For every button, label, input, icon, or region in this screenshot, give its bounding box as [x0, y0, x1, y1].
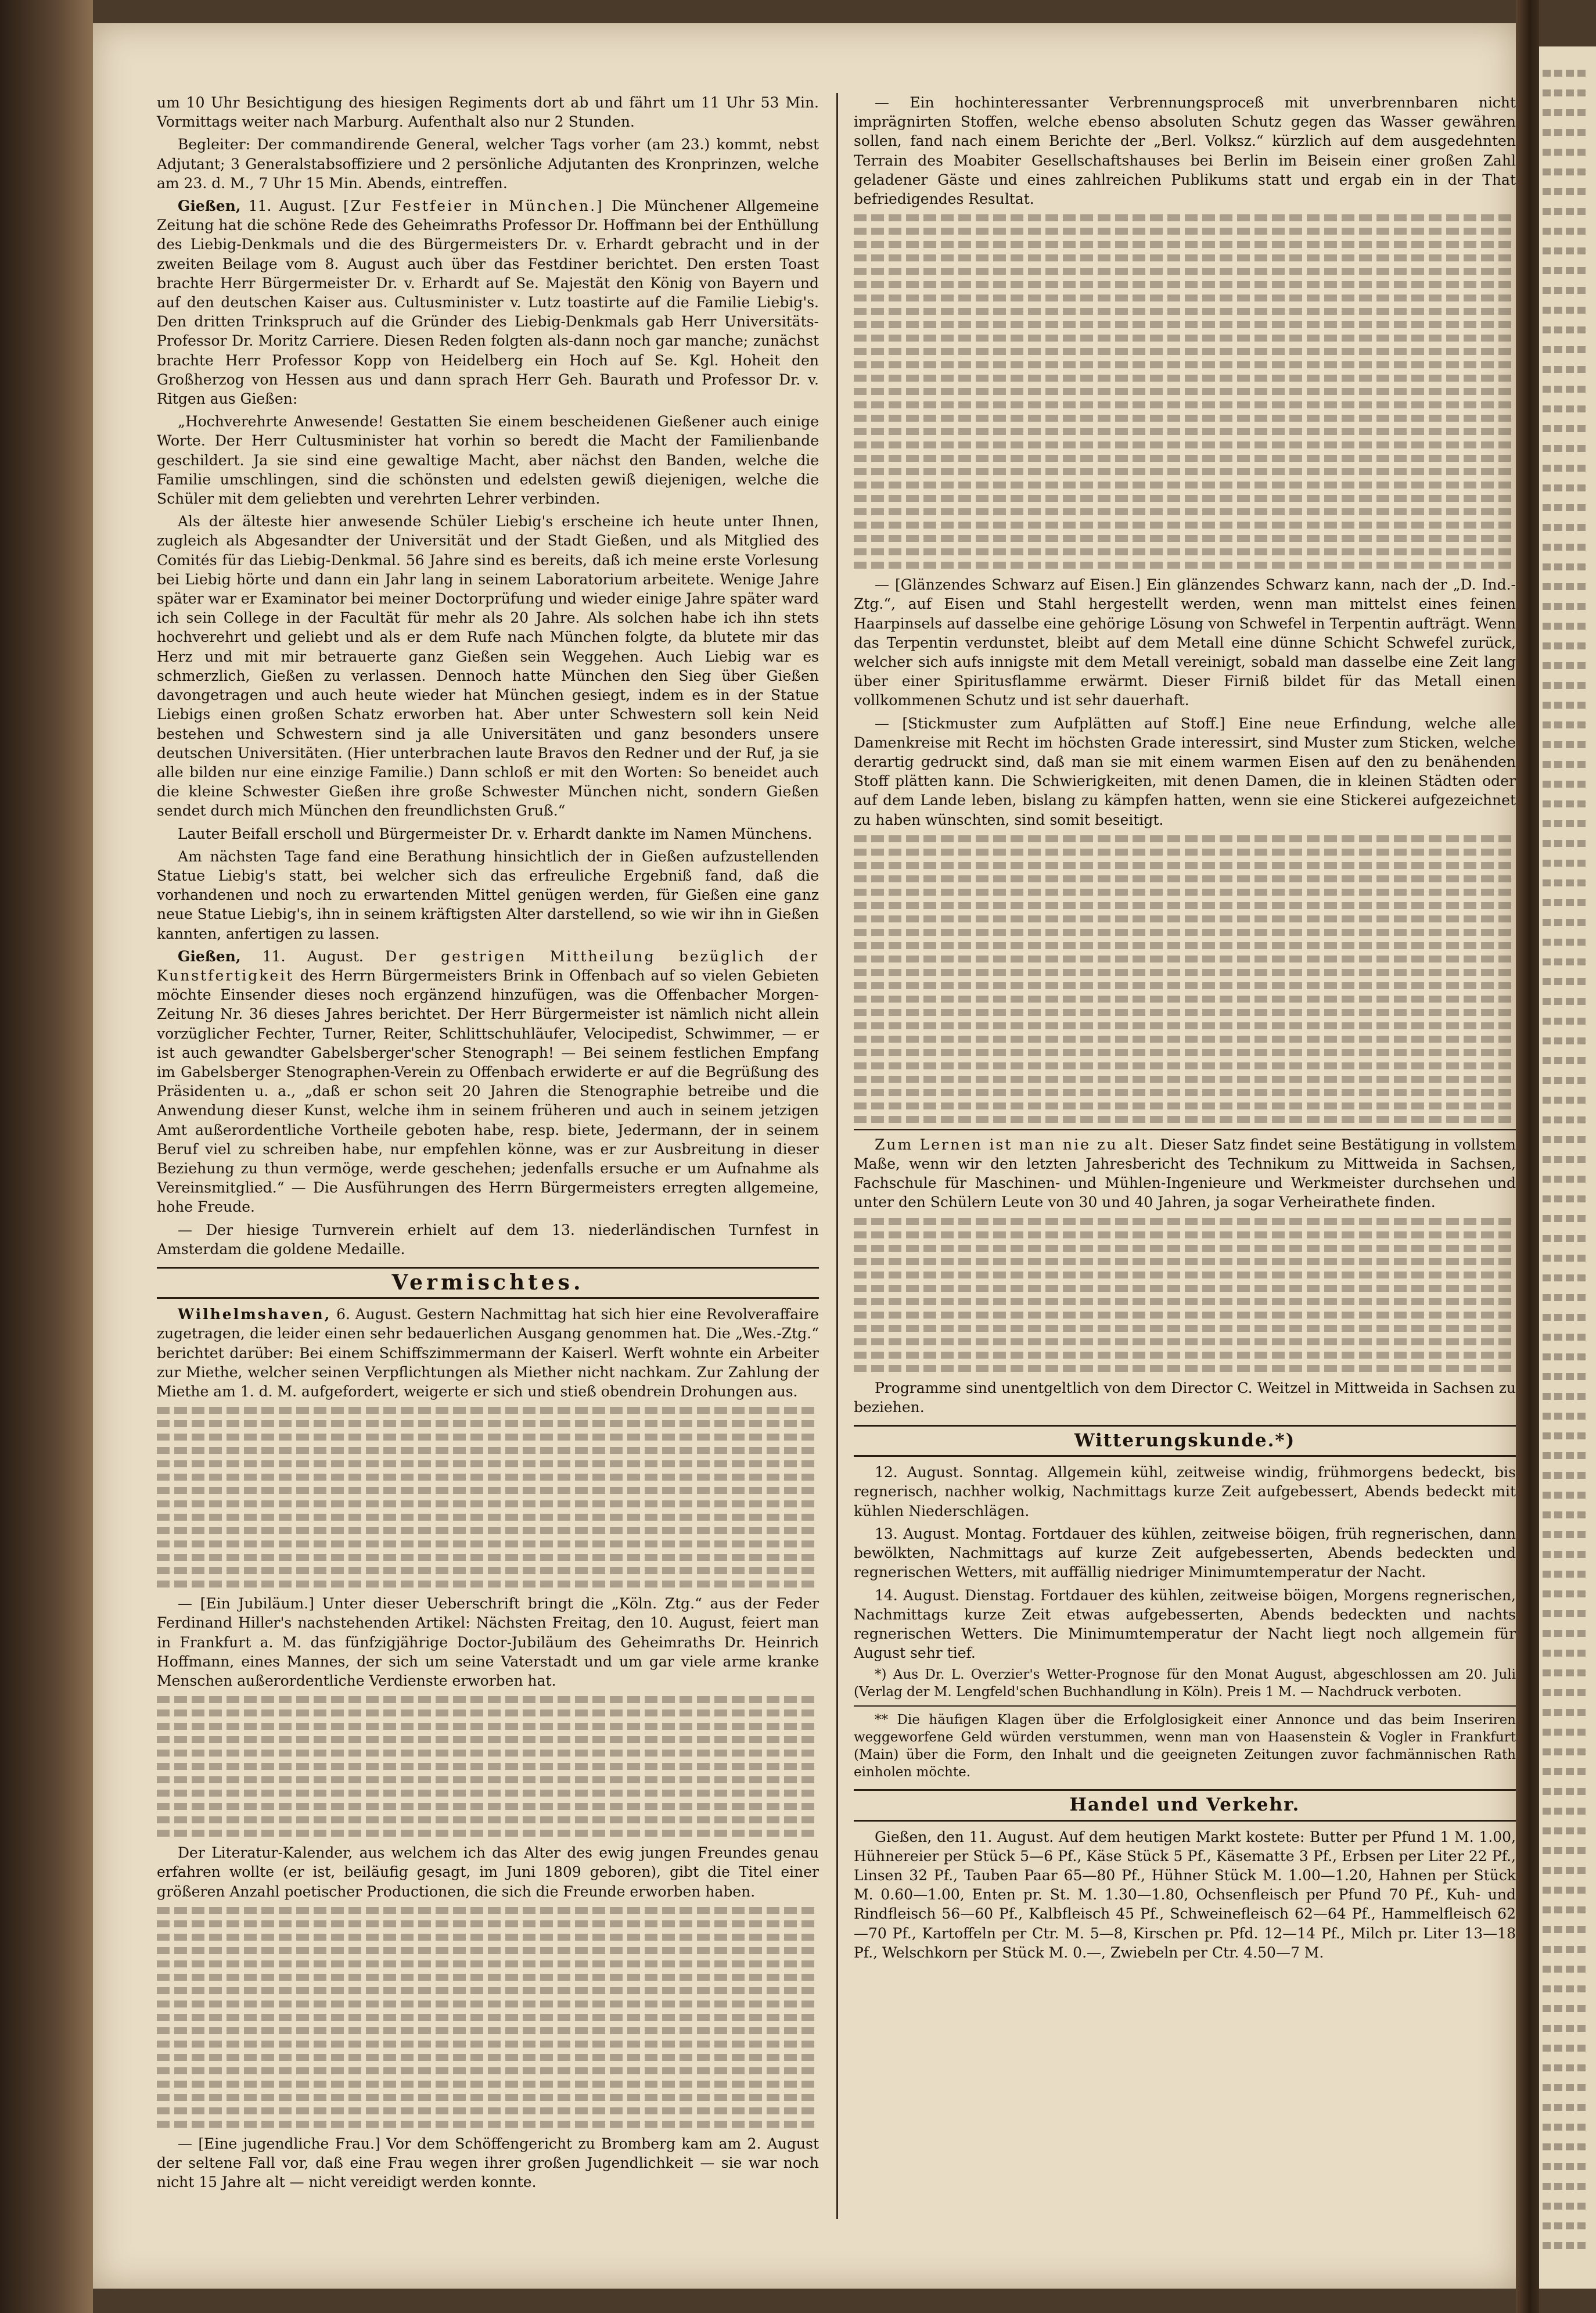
- adjacent-page-text-fragment: [1543, 1373, 1589, 1380]
- adjacent-page-text-fragment: [1543, 2222, 1589, 2229]
- adjacent-page-text-fragment: [1543, 188, 1589, 195]
- adjacent-page-text-fragment: [1543, 1413, 1589, 1420]
- weather-entry: 14. August. Dienstag. Fortdauer des kühlen, zeitweise böigen, Morgens regnerischen, Nachmittags kurze Zeit etwas aufgebesserten, Abends bedeckten und nachts regnerischen Wetters. Die Minimumtemperatur der Nacht liegt noch allgemein für August sehr tief.: [854, 1586, 1516, 1662]
- adjacent-page-text-fragment: [1543, 939, 1589, 946]
- adjacent-page-text-fragment: [1543, 129, 1589, 136]
- adjacent-page-text-fragment: [1543, 563, 1589, 570]
- adjacent-page-text-fragment: [1543, 1353, 1589, 1360]
- adjacent-page-text-fragment: [1543, 1057, 1589, 1064]
- article-body: des Herrn Bürgermeisters Brink in Offenbach auf so vielen Gebieten möchte Einsender dieses noch ergänzend hinzufügen, was die Offenbacher Morgen-Zeitung Nr. 36 dieses Jahres berichtet. Der Herr Bürgermeister ist nämlich nicht allein vorzüglicher Fechter, Turner, Reiter, Schlittschuhläufer, Velocipedist, Schwimmer, — er ist auch gewandter Gabelsberger'scher Stenograph! — Bei seinem festlichen Empfang im Gabelsberger Stenographen-Verein zu Offenbach erwiderte er auf die Begrüßung des Präsidenten u. a., „daß er schon seit 20 Jahren die Stenographie betreibe und die Anwendung dieser Kunst, welche ihm in seinem früheren und auch in seinem jetzigen Amt außerordentliche Vortheile geboten habe, resp. biete, Jedermann, der in seinem Beruf viel zu schreiben habe, nur empfehlen könne, was er zur Ausbreitung in dieser Beziehung zu thun vermöge, werde geschehen; jedenfalls ersuche er um Aufnahme als Vereinsmitglied.“ — Die Ausführungen des Herrn Bürgermeisters erregten allgemeine, hohe Freude.: [157, 967, 819, 1216]
- adjacent-page-text-fragment: [1543, 1985, 1589, 1992]
- adjacent-page-text-fragment: [1543, 1887, 1589, 1894]
- adjacent-page-text-fragment: [1543, 2084, 1589, 2091]
- footnote: ** Die häufigen Klagen über die Erfolglosigkeit einer Annonce und das beim Inseriren weggeworfene Geld würden verstummen, wenn man von Haasenstein & Vogler in Frankfurt (Main) über die Form, den Inhalt und die geeigneten Zeitungen zuvor fachmännischen Rath einholen möchte.: [854, 1712, 1516, 1780]
- adjacent-page-text-fragment: [1543, 899, 1589, 906]
- adjacent-page-text-fragment: [1543, 1255, 1589, 1262]
- adjacent-page-text-fragment: [1543, 1274, 1589, 1281]
- adjacent-page-text-fragment: [1543, 761, 1589, 768]
- adjacent-page-text-fragment: [1543, 425, 1589, 432]
- adjacent-page-text-fragment: [1543, 1630, 1589, 1637]
- adjacent-page-text-fragment: [1543, 1650, 1589, 1657]
- article-text: Der Literatur-Kalender, aus welchem ich das Alter des ewig jungen Freundes genau erfahren wollte (er ist, beiläufig gesagt, im Juni 1809 geboren), gibt die Titel einer größeren Anzahl poetischer Productionen, die sich die Freunde erworben haben.: [157, 1844, 819, 1900]
- adjacent-page-text-fragment: [1543, 2124, 1589, 2131]
- article-text: Lauter Beifall erscholl und Bürgermeister Dr. v. Erhardt dankte im Namen Münchens.: [178, 825, 813, 842]
- adjacent-page-text-fragment: [1543, 1452, 1589, 1459]
- article-body: Eine neue Erfindung, welche alle Damenkreise mit Recht im höchsten Grade interessirt, sind Muster zum Sticken, welche derartig gedruckt sind, daß man sie mit einem warmen Eisen auf den zu benähenden Stoff plätten kann. Die Schwierigkeiten, mit denen Damen, die in kleinen Städten oder auf dem Lande leben, bislang zu kämpfen hatten, wenn sie eine Stickerei aufgezeichnet zu haben wünschten, sind somit beseitigt.: [854, 714, 1516, 828]
- adjacent-page-text-fragment: [1543, 919, 1589, 926]
- article-wilhelmshaven: [157, 1305, 819, 1401]
- article-text: — Ein hochinteressanter Verbrennungsproceß mit unverbrennbaren nicht imprägnirten Stoffen, welche ebenso absoluten Schutz gegen das Wasser gewähren sollen, fand nach einem Berichte der „Berl. Volksz.“ kürzlich auf dem ausgedehnten Terrain des Moabiter Gesellschaftshauses bei Berlin im Beisein einer großen Zahl geladener Gäste und eines zahlreichen Publikums statt und ergab ein in der That befriedigendes Resultat.: [854, 94, 1516, 208]
- article-body: Vor dem Schöffengericht zu Bromberg kam am 2. August der seltene Fall vor, daß eine Frau wegen ihrer großen Jugendlichkeit — sie war noch nicht 15 Jahre alt — nicht vereidigt werden konnte.: [157, 2135, 819, 2191]
- book-gutter: [1516, 0, 1539, 2313]
- adjacent-page-text-fragment: [1543, 1156, 1589, 1163]
- adjacent-page-text-fragment: [1543, 405, 1589, 412]
- adjacent-page-text-fragment: [1543, 2104, 1589, 2111]
- dateline-date: 11. August.: [248, 197, 336, 215]
- book-edge-left: [0, 0, 93, 2313]
- adjacent-page-text-fragment: [1543, 287, 1589, 294]
- adjacent-page-text-fragment: [1543, 682, 1589, 689]
- article-text: um 10 Uhr Besichtigung des hiesigen Regiments dort ab und fährt um 11 Uhr 53 Min. Vormittags weiter nach Marburg. Aufenthalt also nur 2 Stunden.: [157, 94, 819, 131]
- adjacent-page-text-fragment: [1543, 1432, 1589, 1439]
- article-headline: Zum Lernen ist man nie zu alt.: [875, 1136, 1156, 1153]
- adjacent-page-text-fragment: [1543, 800, 1589, 807]
- adjacent-page-text-fragment: [1543, 2064, 1589, 2071]
- adjacent-page-text-fragment: [1543, 583, 1589, 590]
- section-heading-handel: Handel und Verkehr.: [854, 1789, 1516, 1821]
- adjacent-page-text-fragment: [1543, 1571, 1589, 1578]
- article-body: Die Münchener Allgemeine Zeitung hat die schöne Rede des Geheimraths Professor Dr. Hoffmann bei der Enthüllung des Liebig-Denkmals und die des Bürgermeisters Dr. v. Erhardt gebracht und in der zweiten Beilage vom 8. August auch über das Festdiner berichtet. Den ersten Toast brachte Herr Bürgermeister Dr. v. Erhardt auf Se. Majestät den König von Bayern und auf den deutschen Kaiser aus. Cultusminister v. Lutz toastirte auf die Familie Liebig's. Den dritten Trinkspruch auf die Gründer des Liebig-Denkmals gab Herr Universitäts-Professor Dr. Moritz Carriere. Diesen Reden folgten als-dann noch gar manche; zunächst brachte Herr Professor Kopp von Heidelberg ein Hoch auf Se. Kgl. Hoheit den Großherzog von Hessen aus und dann sprach Herr Geh. Baurath und Professor Dr. v. Ritgen aus Gießen:: [157, 197, 819, 408]
- article-text: „Hochverehrte Anwesende! Gestatten Sie einem bescheidenen Gießener auch einige Worte. Der Herr Cultusminister hat vorhin so beredt die Macht der Familienbande geschildert. Ja sie sind eine gewaltige Macht, aber nächst den Banden, welche die Familie umschlingen, sind die schönsten und edelsten gewiß diejenigen, welche die Schüler mit dem geliebten und verehrten Lehrer verbinden.: [157, 413, 819, 508]
- adjacent-page-text-fragment: [1543, 484, 1589, 491]
- adjacent-page-text-fragment: [1543, 109, 1589, 116]
- adjacent-page-text-fragment: [1543, 1590, 1589, 1597]
- adjacent-page-text-fragment: [1543, 1867, 1589, 1874]
- illegible-text-block: [157, 1907, 819, 2128]
- footnote: *) Aus Dr. L. Overzier's Wetter-Prognose für den Monat August, abgeschlossen am 20. Juli (Verlag der M. Lengfeld'schen Buchhandlung in Köln). Preis 1 M. — Nachdruck verboten.: [854, 1667, 1516, 1700]
- adjacent-page-text-fragment: [1543, 2025, 1589, 2032]
- adjacent-page-text-fragment: [1543, 1926, 1589, 1933]
- adjacent-page-text-fragment: [1543, 1748, 1589, 1755]
- adjacent-page-text-fragment: [1543, 1037, 1589, 1044]
- adjacent-page-text-fragment: [1543, 1116, 1589, 1123]
- adjacent-page-text-fragment: [1543, 168, 1589, 175]
- dateline-date: 11. August.: [262, 947, 364, 965]
- adjacent-page-text-fragment: [1543, 1176, 1589, 1183]
- adjacent-page-text-fragment: [1543, 1946, 1589, 1953]
- adjacent-page-text-fragment: [1543, 642, 1589, 649]
- divider-rule: [854, 1705, 1516, 1707]
- adjacent-page-text-fragment: [1543, 89, 1589, 96]
- adjacent-page-text-fragment: [1543, 1492, 1589, 1499]
- adjacent-page-text-fragment: [1543, 1669, 1589, 1676]
- adjacent-page-text-fragment: [1543, 1709, 1589, 1716]
- adjacent-page-text-fragment: [1543, 879, 1589, 886]
- adjacent-page-text-fragment: [1543, 1847, 1589, 1854]
- adjacent-page-text-fragment: [1543, 1551, 1589, 1558]
- adjacent-page-text-fragment: [1543, 1097, 1589, 1104]
- adjacent-page-text-fragment: [1543, 247, 1589, 254]
- adjacent-page-text-fragment: [1543, 623, 1589, 630]
- adjacent-page-text-fragment: [1543, 1610, 1589, 1617]
- adjacent-page-text-fragment: [1543, 1235, 1589, 1242]
- adjacent-page-text-fragment: [1543, 2005, 1589, 2012]
- adjacent-page-text-fragment: [1543, 1334, 1589, 1341]
- adjacent-page-text-fragment: [1543, 524, 1589, 531]
- adjacent-page-text-fragment: [1543, 1827, 1589, 1834]
- adjacent-page-text-fragment: [1543, 1393, 1589, 1400]
- adjacent-page-text-fragment: [1543, 504, 1589, 511]
- adjacent-page-text-fragment: [1543, 228, 1589, 235]
- illegible-text-block: [854, 835, 1516, 1123]
- article-text: Begleiter: Der commandirende General, welcher Tags vorher (am 23.) kommt, nebst Adjutant; 3 Generalstabsoffiziere und 2 persönliche Adjutanten des Kronprinzen, welche am 23. d. M., 7 Uhr 15 Min. Abends, eintreffen.: [157, 136, 819, 192]
- adjacent-page-text-fragment: [1543, 1136, 1589, 1143]
- article-jugendliche-frau: [157, 2134, 819, 2192]
- adjacent-page-text-fragment: [1543, 662, 1589, 669]
- adjacent-page-text-fragment: [1543, 860, 1589, 867]
- adjacent-page-text-fragment: [1543, 465, 1589, 472]
- divider-rule: [854, 1129, 1516, 1130]
- illegible-text-block: [157, 1696, 819, 1837]
- adjacent-page-text-fragment: [1543, 998, 1589, 1005]
- adjacent-page-text-fragment: [1543, 1215, 1589, 1222]
- adjacent-page-text-fragment: [1543, 1788, 1589, 1795]
- article-schwarz-auf-eisen: [854, 575, 1516, 710]
- article-body: Gestern Nachmittag hat sich hier eine Revolveraffaire zugetragen, die leider einen sehr bedauerlichen Ausgang genommen hat. Die „Wes.-Ztg.“ berichtet darüber: Bei einem Schiffszimmermann der Kaiserl. Werft wohnte ein Arbeiter zur Miethe, welcher seinen Verpflichtungen als Miether nicht nachkam. Zur Zahlung der Miethe am 1. d. M. aufgefordert, weigerte er sich und stieß obendrein Drohungen aus.: [157, 1306, 819, 1400]
- adjacent-page-text-fragment: [1543, 1018, 1589, 1025]
- adjacent-page-text-fragment: [1543, 2203, 1589, 2210]
- article-stickmuster: [854, 714, 1516, 829]
- article-body: Unter dieser Ueberschrift bringt die „Köln. Ztg.“ aus der Feder Ferdinand Hiller's nachstehenden Artikel: Nächsten Freitag, den 10. August, feiert man in Frankfurt a. M. das fünfzigjährige Doctor-Jubiläum des Geheimraths Dr. Heinrich Hoffmann, eines Mannes, der sich um seine Vaterstadt und um gar viele arme kranke Menschen außerordentliche Verdienste erworben hat.: [157, 1595, 819, 1690]
- adjacent-page-text-fragment: [1543, 2183, 1589, 2190]
- article-headline: Der gestrigen Mittheilung bezüglich der Kunstfertigkeit: [157, 947, 819, 984]
- adjacent-page-text-fragment: [1543, 2045, 1589, 2052]
- article-lernen: [854, 1135, 1516, 1212]
- article-headline: [Zur Festfeier in München.]: [343, 197, 604, 215]
- adjacent-page-text-fragment: [1543, 326, 1589, 333]
- dateline-place: Gießen,: [178, 197, 241, 215]
- adjacent-page-text-fragment: [1543, 1906, 1589, 1913]
- article-giessen-kunstfertigkeit: [157, 947, 819, 1217]
- adjacent-page-text-fragment: [1543, 1472, 1589, 1479]
- article-headline: — [Glänzendes Schwarz auf Eisen.]: [875, 576, 1141, 594]
- article-headline: — [Ein Jubiläum.]: [178, 1595, 314, 1612]
- right-column: [854, 93, 1516, 1966]
- adjacent-page-edge: [1539, 46, 1596, 2289]
- adjacent-page-text-fragment: [1543, 840, 1589, 847]
- adjacent-page-text-fragment: [1543, 2143, 1589, 2150]
- adjacent-page-text-fragment: [1543, 208, 1589, 215]
- dateline-date: 6. August.: [336, 1306, 412, 1323]
- adjacent-page-text-fragment: [1543, 781, 1589, 788]
- adjacent-page-text-fragment: [1543, 1531, 1589, 1538]
- adjacent-page-text-fragment: [1543, 702, 1589, 709]
- market-prices: Gießen, den 11. August. Auf dem heutigen Markt kostete: Butter per Pfund 1 M. 1.00, Hühnereier per Stück 5—6 Pf., Käse Stück 5 Pf., Käsematte 3 Pf., Erbsen per Liter 22 Pf., Linsen 32 Pf., Tauben Paar 65—80 Pf., Hühner Stück M. 1.00—1.20, Hahnen per Stück M. 0.60—1.00, Enten pr. St. M. 1.30—1.80, Ochsenfleisch per Pfund 70 Pf., Kuh- und Rindfleisch 56—60 Pf., Kalbfleisch 45 Pf., Schweinefleisch 62—64 Pf., Hammelfleisch 62—70 Pf., Kartoffeln per Ctr. M. 5—8, Kirschen pr. Pfd. 12—14 Pf., Milch pr. Liter 13—18 Pf., Welschkorn per Stück M. 0.—, Zwiebeln per Ctr. 4.50—7 M.: [854, 1828, 1516, 1961]
- adjacent-page-text-fragment: [1543, 149, 1589, 156]
- adjacent-page-text-fragment: [1543, 741, 1589, 748]
- weather-entry: 12. August. Sonntag. Allgemein kühl, zeitweise windig, frühmorgens bedeckt, bis regnerisch, nachher wolkig, Nachmittags kurze Zeit aufgebessert, Abends bedeckt mit kühlen Niederschlägen.: [854, 1464, 1516, 1520]
- adjacent-page-text-fragment: [1543, 70, 1589, 77]
- adjacent-page-text-fragment: [1543, 1077, 1589, 1084]
- article-text: — Der hiesige Turnverein erhielt auf dem 13. niederländischen Turnfest in Amsterdam die goldene Medaille.: [157, 1221, 819, 1258]
- dateline-place: Wilhelmshaven,: [178, 1306, 332, 1323]
- adjacent-page-text-fragment: [1543, 1195, 1589, 1202]
- article-text: Als der älteste hier anwesende Schüler Liebig's erscheine ich heute unter Ihnen, zugleich als Abgesandter der Universität und der Stadt Gießen, und als Mitglied des Comités für das Liebig-Denkmal. 56 Jahre sind es bereits, daß ich meine erste Vorlesung bei Liebig hörte und dann ein Jahr lang in seinem Laboratorium arbeitete. Wenige Jahre später war er Examinator bei meiner Doctorprüfung und wieder einige Jahre später ward ich sein College in der Facultät für mehr als 20 Jahre. Als solchen habe ich ihn stets hochverehrt und geliebt und als er dem Rufe nach München folgte, da blutete mir das Herz und mit mir betrauerte ganz Gießen sein Weggehen. Auch Liebig war es schmerzlich, Gießen zu verlassen. Dennoch hatte München den Sieg über Gießen davongetragen und auch heute wieder hat München gesiegt, indem es in der Statue Liebigs einen großen Schatz erworben hat. Aber unter Schwestern soll kein Neid bestehen und Schwestern sind ja alle Universitäten und ganz besonders unsere deutschen Universitäten. (Hier unterbrachen laute Bravos den Redner und der Ruf, ja sie alle bilden nur eine einzige Familie.) Dann schloß er mit den Worten: So beneidet auch die kleine Schwester Gießen ihre große Schwester München nicht, sondern Gießen sendet durch mich München den freundlichsten Gruß.“: [157, 513, 819, 820]
- column-divider: [836, 93, 838, 2219]
- illegible-text-block: [854, 1218, 1516, 1372]
- adjacent-page-text-fragment: [1543, 1808, 1589, 1815]
- adjacent-page-text-fragment: [1543, 603, 1589, 610]
- article-body: Ein glänzendes Schwarz kann, nach der „D. Ind.-Ztg.“, auf Eisen und Stahl hergestellt werden, wenn man mittelst eines feinen Haarpinsels auf dasselbe eine gehörige Lösung von Schwefel in Terpentin aufträgt. Wenn das Terpentin verdunstet, bleibt auf dem Metall eine dünne Schicht Schwefel zurück, welcher sich aufs innigste mit dem Metall vereinigt, sobald man dasselbe eine Zeit lang über einer Spiritusflamme erwärmt. Dieser Firniß bildet für das Metall einen vollkommenen Schutz und ist sehr dauerhaft.: [854, 576, 1516, 709]
- dateline-place: Gießen,: [178, 947, 241, 965]
- section-heading-vermischtes: Vermischtes.: [157, 1267, 819, 1299]
- left-column: [157, 93, 819, 2195]
- section-heading-witterungskunde: Witterungskunde.*): [854, 1425, 1516, 1457]
- illegible-text-block: [854, 214, 1516, 569]
- article-text: Am nächsten Tage fand eine Berathung hinsichtlich der in Gießen aufzustellenden Statue Liebig's statt, bei welcher sich das erfreuliche Ergebniß fand, daß die vorhandenen und noch zu erwartenden Mittel genügen werden, für Gießen eine ganz neue Statue Liebig's, ihn in seinem kräftigsten Alter darstellend, so wie wir ihn in Gießen kannten, anfertigen zu lassen.: [157, 847, 819, 942]
- adjacent-page-text-fragment: [1543, 346, 1589, 353]
- article-headline: — [Eine jugendliche Frau.]: [178, 2135, 380, 2152]
- adjacent-page-text-fragment: [1543, 366, 1589, 373]
- adjacent-page-text-fragment: [1543, 544, 1589, 551]
- adjacent-page-text-fragment: [1543, 445, 1589, 452]
- adjacent-page-text-fragment: [1543, 1689, 1589, 1696]
- illegible-text-block: [157, 1407, 819, 1588]
- adjacent-page-text-fragment: [1543, 1768, 1589, 1775]
- adjacent-page-text-fragment: [1543, 2163, 1589, 2170]
- adjacent-page-text-fragment: [1543, 267, 1589, 274]
- adjacent-page-text-fragment: [1543, 820, 1589, 827]
- adjacent-page-text-fragment: [1543, 958, 1589, 965]
- adjacent-page-text-fragment: [1543, 2242, 1589, 2249]
- article-body: Dieser Satz findet seine Bestätigung in vollstem Maße, wenn wir den letzten Jahresbericht des Technikum zu Mittweida in Sachsen, Fachschule für Maschinen- und Mühlen-Ingenieure und Werkmeister durchsehen und unter den Schülern Leute von 30 und 40 Jahren, ja sogar Verheirathete finden.: [854, 1136, 1516, 1211]
- adjacent-page-text-fragment: [1543, 1966, 1589, 1973]
- adjacent-page-text-fragment: [1543, 1294, 1589, 1301]
- article-text: Programme sind unentgeltlich von dem Director C. Weitzel in Mittweida in Sachsen zu beziehen.: [854, 1379, 1516, 1416]
- article-jubilaeum: [157, 1594, 819, 1690]
- adjacent-page-text-fragment: [1543, 386, 1589, 393]
- adjacent-page-text-fragment: [1543, 1314, 1589, 1321]
- adjacent-page-text-fragment: [1543, 1729, 1589, 1736]
- article-headline: — [Stickmuster zum Aufplätten auf Stoff.]: [875, 714, 1225, 732]
- adjacent-page-text-fragment: [1543, 978, 1589, 985]
- adjacent-page-text-fragment: [1543, 721, 1589, 728]
- article-giessen-festfeier: [157, 196, 819, 408]
- weather-entry: 13. August. Montag. Fortdauer des kühlen, zeitweise böigen, früh regnerischen, dann bewölkten, Nachmittags auf kurze Zeit aufgebesserten, Abends bedeckten und regnerischen Wetters, mit auffällig niedriger Minimumtemperatur der Nacht.: [854, 1525, 1516, 1581]
- adjacent-page-text-fragment: [1543, 1511, 1589, 1518]
- adjacent-page-text-fragment: [1543, 307, 1589, 314]
